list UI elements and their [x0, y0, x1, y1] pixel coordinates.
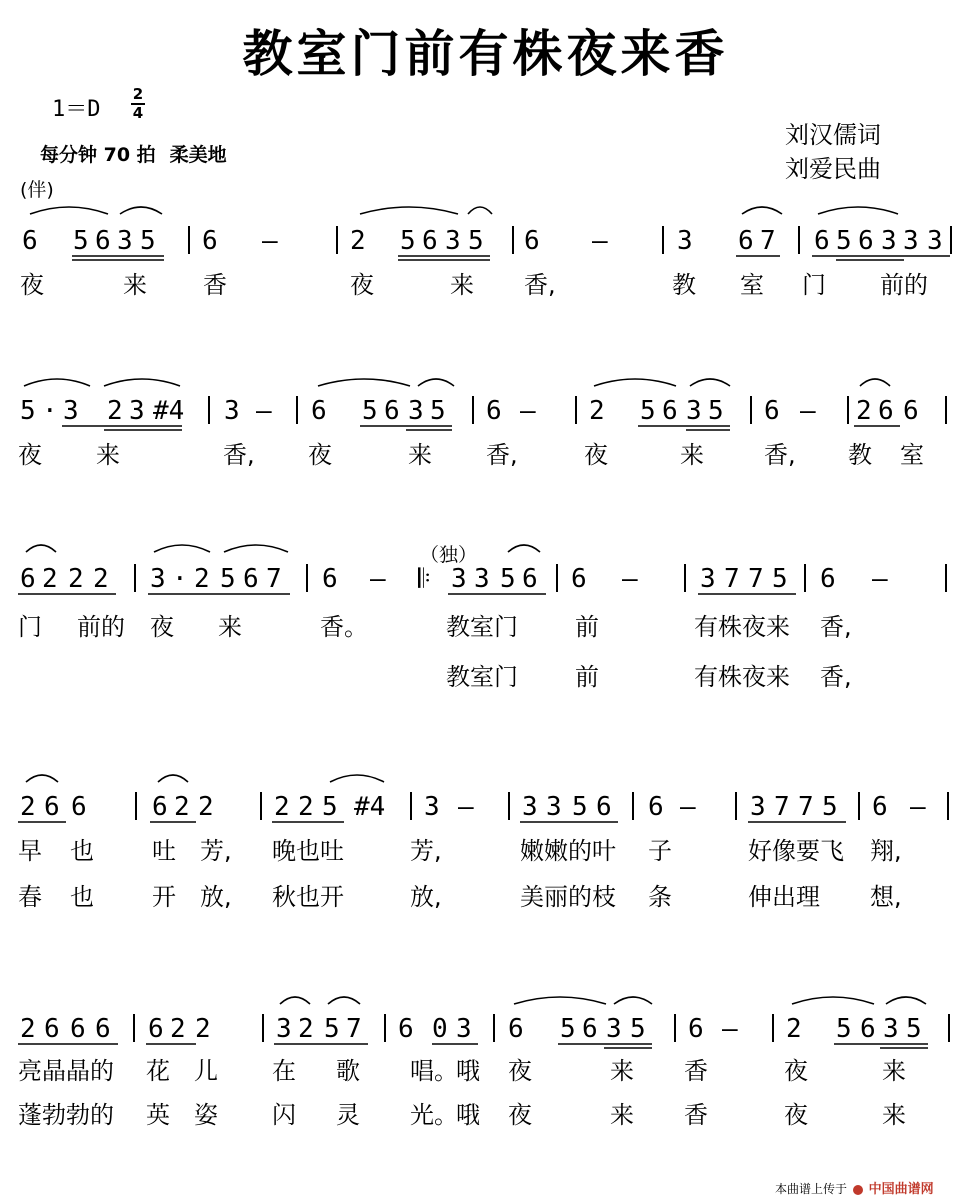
note: 2 — [298, 792, 314, 822]
note: 6 — [522, 564, 538, 594]
bar-line — [208, 396, 210, 424]
meter-numerator: 2 — [132, 85, 144, 103]
note: 5 — [500, 564, 516, 594]
lyric: 前 — [575, 663, 599, 691]
note: 6 — [322, 564, 338, 594]
note: 5 — [468, 226, 484, 256]
note: 3 — [224, 396, 240, 426]
note: 2 — [274, 792, 290, 822]
lyric: 教室门 — [446, 663, 518, 691]
dash-note: – — [262, 226, 278, 256]
lyric: 也 — [70, 883, 94, 911]
slur — [508, 545, 540, 552]
note: 2 — [170, 1014, 186, 1044]
slur — [154, 545, 210, 552]
note: 6 — [596, 792, 612, 822]
bar-line — [336, 226, 338, 254]
lyric: 香 — [203, 271, 227, 299]
dash-note: – — [872, 564, 888, 594]
lyric: 前 — [575, 613, 599, 641]
lyric: 好像要飞 — [748, 837, 844, 865]
note: 3 — [63, 396, 79, 426]
note: 2 — [68, 564, 84, 594]
notation-line — [0, 788, 971, 828]
note: 5 — [836, 226, 852, 256]
note: 7 — [774, 792, 790, 822]
key-signature: 1＝D — [52, 97, 101, 122]
lyric: 来 — [218, 613, 242, 641]
note: 6 — [486, 396, 502, 426]
lyric: 来 — [680, 441, 704, 469]
lyric: 夜 — [18, 441, 42, 469]
note: 3 — [408, 396, 424, 426]
lyric: 有株夜来 — [694, 613, 790, 641]
tempo-marking — [40, 140, 227, 167]
slur — [30, 207, 108, 214]
bar-line — [847, 396, 849, 424]
bar-line — [135, 792, 137, 820]
note: 7 — [346, 1014, 362, 1044]
note: 3 — [927, 226, 943, 256]
bar-line — [410, 792, 412, 820]
note: 2 — [20, 1014, 36, 1044]
dot-note: · — [42, 396, 58, 426]
lyric: 前的 — [880, 271, 928, 299]
lyric: 唱。 — [410, 1057, 458, 1085]
note: 0 — [432, 1014, 448, 1044]
note: 2 — [195, 1014, 211, 1044]
note: 3 — [546, 792, 562, 822]
lyric: 夜 — [20, 271, 44, 299]
note: 6 — [814, 226, 830, 256]
slur — [690, 379, 730, 386]
note: 7 — [748, 564, 764, 594]
note: 5 — [640, 396, 656, 426]
note: 3 — [474, 564, 490, 594]
note: 5 — [73, 226, 89, 256]
lyric: 门 — [18, 613, 42, 641]
lyric: 歌 — [336, 1057, 360, 1085]
lyric: 放, — [200, 883, 232, 911]
lyric: 香, — [223, 441, 255, 469]
note: 5 — [324, 1014, 340, 1044]
lyric: 香 — [684, 1057, 708, 1085]
note: 7 — [724, 564, 740, 594]
lyric: 来 — [123, 271, 147, 299]
note: 6 — [95, 226, 111, 256]
note: 6 — [202, 226, 218, 256]
lyric: 夜 — [784, 1101, 808, 1129]
lyric: 来 — [882, 1057, 906, 1085]
bar-line — [384, 1014, 386, 1042]
note: 6 — [524, 226, 540, 256]
expression-text: 柔美地 — [169, 144, 227, 166]
bar-line — [508, 792, 510, 820]
bar-line — [798, 226, 800, 254]
bar-line — [804, 564, 806, 592]
lyric: 早 — [18, 837, 42, 865]
lyrics-line — [0, 662, 971, 696]
note: 6 — [860, 1014, 876, 1044]
lyric: 闪 — [272, 1101, 296, 1129]
dash-note: – — [520, 396, 536, 426]
bar-line — [950, 226, 952, 254]
note: 6 — [903, 396, 919, 426]
note: 5 — [220, 564, 236, 594]
bar-line — [306, 564, 308, 592]
lyric: 香, — [764, 441, 796, 469]
lyric: 放, — [410, 883, 442, 911]
bar-line — [684, 564, 686, 592]
bar-line — [296, 396, 298, 424]
lyric: 夜 — [508, 1101, 532, 1129]
note: 3 — [750, 792, 766, 822]
note: 6 — [22, 226, 38, 256]
lyric: 芳, — [410, 837, 442, 865]
note: 6 — [571, 564, 587, 594]
note: 3 — [117, 226, 133, 256]
bar-line — [772, 1014, 774, 1042]
note: 3 — [456, 1014, 472, 1044]
lyric: 美丽的枝 — [520, 883, 616, 911]
time-signature — [128, 86, 148, 122]
tempo-text: 每分钟 70 拍 — [40, 144, 156, 166]
slur — [418, 379, 454, 386]
lyric: 来 — [408, 441, 432, 469]
credits — [785, 118, 881, 186]
note: 𝄆 — [418, 564, 431, 594]
lyrics-line — [0, 1056, 971, 1090]
note: 3 — [903, 226, 919, 256]
note: 2 — [786, 1014, 802, 1044]
slur — [318, 379, 410, 386]
bar-line — [188, 226, 190, 254]
note: 5 — [836, 1014, 852, 1044]
bar-line — [134, 564, 136, 592]
note: #4 — [354, 792, 386, 822]
slur — [328, 997, 360, 1004]
note: 5 — [20, 396, 36, 426]
accompaniment-label: (伴) — [20, 179, 54, 201]
bar-line — [858, 792, 860, 820]
lyric: 开 — [152, 883, 176, 911]
lyric: 来 — [96, 441, 120, 469]
lyric: 夜 — [350, 271, 374, 299]
note: 6 — [384, 396, 400, 426]
dash-note: – — [680, 792, 696, 822]
bar-line — [260, 792, 262, 820]
note: #4 — [153, 396, 185, 426]
note: 6 — [648, 792, 664, 822]
lyric: 来 — [610, 1057, 634, 1085]
slur — [26, 775, 58, 782]
note: 7 — [266, 564, 282, 594]
bar-line — [947, 792, 949, 820]
bar-line — [262, 1014, 264, 1042]
note: 5 — [906, 1014, 922, 1044]
note: 3 — [129, 396, 145, 426]
lyric: 来 — [882, 1101, 906, 1129]
lyric: 香, — [820, 663, 852, 691]
dash-note: – — [370, 564, 386, 594]
lyric: 翔, — [870, 837, 902, 865]
lyrics-line — [0, 612, 971, 646]
meter-denominator: 4 — [132, 104, 144, 122]
slur — [594, 379, 676, 386]
bar-line — [945, 396, 947, 424]
lyric: 教 — [672, 271, 696, 299]
note: 6 — [688, 1014, 704, 1044]
note: 3 — [522, 792, 538, 822]
note: 3 — [686, 396, 702, 426]
lyricist: 刘汉儒词 — [785, 121, 881, 149]
note: 2 — [856, 396, 872, 426]
lyric: 英 — [146, 1101, 170, 1129]
lyric: 吐 — [152, 837, 176, 865]
solo-label: （独） — [420, 544, 478, 566]
lyrics-line — [0, 1100, 971, 1134]
notation-line — [0, 1010, 971, 1050]
dash-note: – — [592, 226, 608, 256]
note: 2 — [93, 564, 109, 594]
lyric: 教室门 — [446, 613, 518, 641]
footer — [775, 1178, 934, 1197]
lyric: 香 — [684, 1101, 708, 1129]
bar-line — [750, 396, 752, 424]
lyric: 蓬勃勃的 — [18, 1101, 114, 1129]
note: 3 — [276, 1014, 292, 1044]
note: 2 — [42, 564, 58, 594]
lyric: 香, — [486, 441, 518, 469]
note: 2 — [350, 226, 366, 256]
slur — [514, 997, 606, 1004]
note: 5 — [560, 1014, 576, 1044]
bar-line — [948, 1014, 950, 1042]
lyrics-line — [0, 882, 971, 916]
slur — [120, 207, 162, 214]
note: 7 — [760, 226, 776, 256]
notation-line — [0, 560, 971, 600]
dash-note: – — [800, 396, 816, 426]
bar-line — [662, 226, 664, 254]
note: 5 — [708, 396, 724, 426]
note: 6 — [44, 1014, 60, 1044]
lyric: 哦 — [456, 1101, 480, 1129]
slur — [742, 207, 782, 214]
bar-line — [945, 564, 947, 592]
note: 5 — [630, 1014, 646, 1044]
lyric: 也 — [70, 837, 94, 865]
lyric: 夜 — [784, 1057, 808, 1085]
lyric: 哦 — [456, 1057, 480, 1085]
bar-line — [632, 792, 634, 820]
lyrics-line — [0, 440, 971, 474]
slur — [614, 997, 652, 1004]
note: 6 — [764, 396, 780, 426]
site-logo-icon — [853, 1185, 863, 1195]
note: 6 — [398, 1014, 414, 1044]
note: 5 — [400, 226, 416, 256]
slur — [792, 997, 874, 1004]
lyric: 光。 — [410, 1101, 458, 1129]
lyric: 有株夜来 — [694, 663, 790, 691]
bar-line — [674, 1014, 676, 1042]
note: 5 — [822, 792, 838, 822]
lyric: 香, — [524, 271, 556, 299]
lyric: 花 — [146, 1057, 170, 1085]
slur — [158, 775, 188, 782]
lyrics-line — [0, 836, 971, 870]
note: 6 — [422, 226, 438, 256]
bar-line — [575, 396, 577, 424]
note: 6 — [70, 1014, 86, 1044]
lyric: 在 — [272, 1057, 296, 1085]
slur — [860, 379, 890, 386]
slur — [26, 545, 56, 552]
dash-note: – — [722, 1014, 738, 1044]
note: 3 — [445, 226, 461, 256]
slur — [24, 379, 90, 386]
lyrics-line — [0, 270, 971, 304]
note: 2 — [198, 792, 214, 822]
lyric: 伸出理 — [748, 883, 820, 911]
lyric: 姿 — [194, 1101, 218, 1129]
lyric: 晚也吐 — [272, 837, 344, 865]
lyric: 儿 — [194, 1057, 218, 1085]
note: 5 — [322, 792, 338, 822]
lyric: 亮晶晶的 — [18, 1057, 114, 1085]
note: 2 — [589, 396, 605, 426]
slur — [280, 997, 310, 1004]
note: 3 — [606, 1014, 622, 1044]
note: 5 — [430, 396, 446, 426]
note: 6 — [20, 564, 36, 594]
note: 5 — [572, 792, 588, 822]
lyric: 前的 — [77, 613, 125, 641]
note: 3 — [150, 564, 166, 594]
notation-line — [0, 222, 971, 262]
song-title: 教室门前有株夜来香 — [242, 25, 729, 83]
slur — [360, 207, 458, 214]
note: 2 — [194, 564, 210, 594]
notation-line — [0, 392, 971, 432]
lyric: 室 — [740, 271, 764, 299]
note: 6 — [311, 396, 327, 426]
lyric: 嫩嫩的叶 — [520, 837, 616, 865]
note: 2 — [107, 396, 123, 426]
lyric: 室 — [900, 441, 924, 469]
bar-line — [493, 1014, 495, 1042]
lyric: 来 — [610, 1101, 634, 1129]
note: 6 — [738, 226, 754, 256]
note: 6 — [820, 564, 836, 594]
bar-line — [512, 226, 514, 254]
note: 7 — [798, 792, 814, 822]
dash-note: – — [910, 792, 926, 822]
note: 3 — [700, 564, 716, 594]
lyric: 条 — [648, 883, 672, 911]
note: 5 — [772, 564, 788, 594]
note: 3 — [451, 564, 467, 594]
dash-note: – — [458, 792, 474, 822]
bar-line — [472, 396, 474, 424]
note: 5 — [140, 226, 156, 256]
note: 2 — [174, 792, 190, 822]
lyric: 夜 — [584, 441, 608, 469]
note: 3 — [424, 792, 440, 822]
note: 6 — [662, 396, 678, 426]
note: 6 — [858, 226, 874, 256]
dash-note: – — [622, 564, 638, 594]
lyric: 秋也开 — [272, 883, 344, 911]
note: 6 — [878, 396, 894, 426]
slur — [224, 545, 288, 552]
slur — [104, 379, 180, 386]
lyric: 教 — [848, 441, 872, 469]
lyric: 春 — [18, 883, 42, 911]
note: 6 — [71, 792, 87, 822]
slur — [330, 775, 384, 782]
lyric: 香, — [820, 613, 852, 641]
footer-upload-text: 本曲谱上传于 — [775, 1182, 848, 1196]
note: 2 — [20, 792, 36, 822]
lyric: 来 — [450, 271, 474, 299]
note: 3 — [881, 226, 897, 256]
lyric: 芳, — [200, 837, 232, 865]
slur — [818, 207, 898, 214]
lyric: 夜 — [508, 1057, 532, 1085]
slur — [468, 207, 492, 214]
note: 3 — [677, 226, 693, 256]
note: 6 — [582, 1014, 598, 1044]
note: 6 — [243, 564, 259, 594]
note: 6 — [872, 792, 888, 822]
lyric: 子 — [648, 837, 672, 865]
note: 3 — [883, 1014, 899, 1044]
lyric: 门 — [802, 271, 826, 299]
slur — [886, 997, 926, 1004]
note: 6 — [508, 1014, 524, 1044]
lyric: 灵 — [336, 1101, 360, 1129]
lyric: 夜 — [150, 613, 174, 641]
site-logo-text: 中国曲谱网 — [868, 1182, 934, 1197]
note: 6 — [148, 1014, 164, 1044]
note: 5 — [362, 396, 378, 426]
dot-note: · — [172, 564, 188, 594]
bar-line — [735, 792, 737, 820]
note: 6 — [44, 792, 60, 822]
note: 6 — [95, 1014, 111, 1044]
lyric: 想, — [870, 883, 902, 911]
dash-note: – — [256, 396, 272, 426]
lyric: 香。 — [320, 613, 368, 641]
note: 2 — [298, 1014, 314, 1044]
note: 6 — [152, 792, 168, 822]
bar-line — [556, 564, 558, 592]
lyric: 夜 — [308, 441, 332, 469]
composer: 刘爱民曲 — [785, 155, 881, 183]
bar-line — [133, 1014, 135, 1042]
